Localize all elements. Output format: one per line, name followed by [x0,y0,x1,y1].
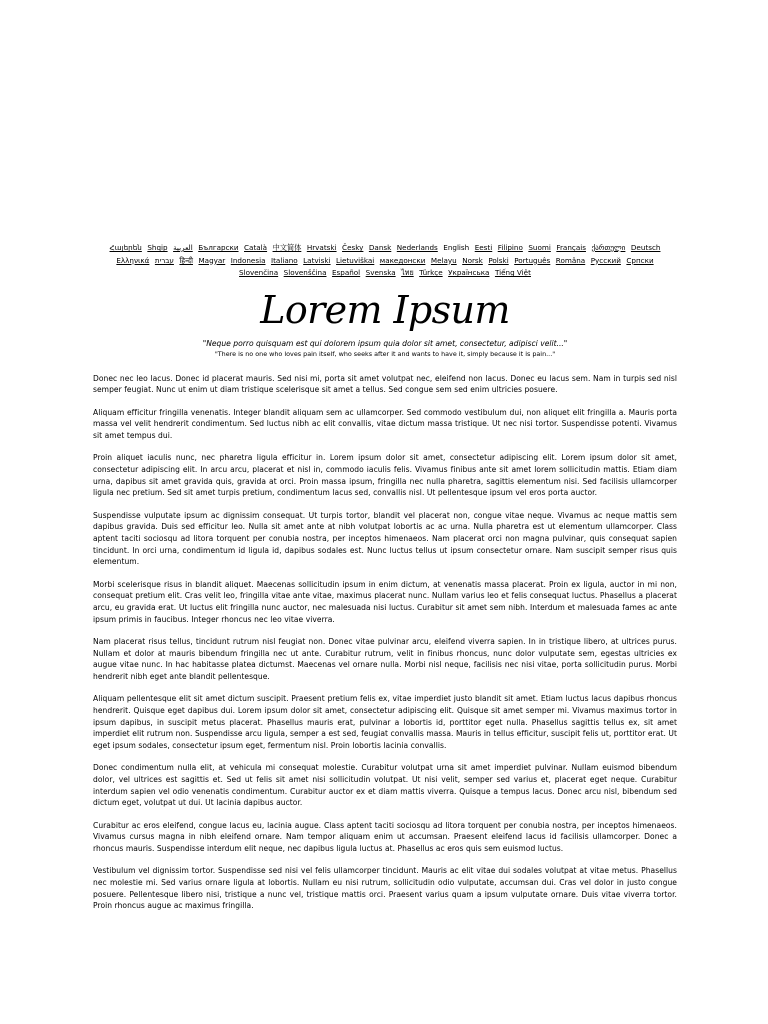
language-link[interactable]: Ελληνικά [116,255,150,265]
paragraph: Suspendisse vulputate ipsum ac dignissim consequat. Ut turpis tortor, blandit vel placerat non, congue vitae neque. Vivamus ac neque mattis sem dapibus gravida. Duis sed efficitur leo. Nulla sit amet ante at nibh volutpat lobortis ac ac urna. Nulla pharetra est ut elementum ullamcorper. Class aptent taciti sociosqu ad litora torquent per conubia nostra, per inceptos himenaeos. Nam placerat orci non magna pulvinar, quis consequat sapien tincidunt. In orci urna, condimentum id ligula id, dapibus sodales est. Nunc luctus tellus ut ipsum consectetur ornare. Nam suscipit semper risus quis elementum. [93,510,677,567]
paragraph: Aliquam efficitur fringilla venenatis. Integer blandit aliquam sem ac ullamcorper. Sed commodo vestibulum dui, non aliquet elit fringilla a. Mauris porta massa vel velit hendrerit condimentum. Sed luctus nibh ac elit convallis, vitae dictum massa tristique. Ut nec nisi tortor. Suspendisse potenti. Vivamus sit amet tempus dui. [93,407,677,441]
language-link[interactable]: Latviski [303,255,331,265]
language-link[interactable]: Suomi [528,243,551,252]
language-link[interactable]: ไทย [401,268,414,278]
language-link: English [443,243,470,252]
language-link[interactable]: Tiếng Việt [494,268,531,278]
language-link[interactable]: Français [556,243,586,252]
language-link[interactable]: Slovenčina [239,268,279,278]
english-quote: "There is no one who loves pain itself, who seeks after it and wants to have it, simply because it is pain..." [214,349,556,358]
language-link[interactable]: Српски [626,255,654,265]
language-link[interactable]: Italiano [270,255,298,265]
language-link[interactable]: Slovenščina [283,268,327,278]
paragraph: Donec condimentum nulla elit, at vehicula mi consequat molestie. Curabitur volutpat urna sit amet imperdiet pulvinar. Nullam euismod bibendum dolor, vel ultrices est sagittis et. Sed ut felis sit amet nisi sollicitudin volutpat. Ut nisi velit, semper sed varius et, placerat eget neque. Curabitur interdum sapien vel odio venenatis condimentum. Curabitur auctor ex et diam mattis viverra. Quisque a tempus lacus. Donec arcu nisl, bibendum sed dictum eget, volutpat ut dui. Ut lacinia dapibus auctor. [93,763,677,808]
language-link[interactable]: Deutsch [630,243,661,252]
language-link[interactable]: Filipino [497,243,523,252]
language-link[interactable]: македонски [379,255,426,265]
language-link[interactable]: Nederlands [396,243,438,252]
language-link[interactable]: Melayu [430,255,457,265]
paragraph: Nam placerat risus tellus, tincidunt rutrum nisl feugiat non. Donec vitae pulvinar arcu, eleifend viverra sapien. In in tristique libero, at ultrices purus. Nullam et dolor at mauris bibendum fringilla nec ut ante. Curabitur rutrum, velit in finibus rhoncus, nunc dolor vulputate sem, egestas ultricies ex augue vitae nunc. In hac habitasse platea dictumst. Maecenas vel ornare nulla. Morbi nisl neque, facilisis nec nisi vitae, porta sollicitudin purus. Morbi hendrerit nibh eget ante blandit pellentesque. [93,636,677,682]
language-link[interactable]: Dansk [368,243,392,252]
language-link[interactable]: Eesti [474,243,493,252]
page [93,242,677,923]
page-title: Lorem Ipsum [260,287,510,332]
language-link[interactable]: Shqip [147,243,168,252]
latin-quote: "Neque porro quisquam est qui dolorem ipsum quia dolor sit amet, consectetur, adipisci velit..." [202,338,568,348]
language-link[interactable]: Español [331,268,361,278]
language-link[interactable]: Česky [342,243,364,252]
language-link[interactable]: Català [244,243,268,252]
lorem-text [93,373,677,912]
language-link[interactable]: Polski [488,255,509,265]
language-link[interactable]: हिन्दी [179,255,193,265]
language-link[interactable]: Български [198,243,239,252]
language-link[interactable]: Indonesia [230,255,266,265]
language-link[interactable]: Հայերեն [109,243,142,252]
language-link[interactable]: Româna [555,255,586,265]
language-link[interactable]: Lietuviškai [336,255,375,265]
language-link[interactable]: Svenska [365,268,396,278]
language-link[interactable]: ქართული [591,243,626,252]
language-link[interactable]: Türkçe [419,268,443,278]
paragraph: Aliquam pellentesque elit sit amet dictum suscipit. Praesent pretium felis ex, vitae imperdiet justo blandit sit amet. Etiam luctus lacus dapibus rhoncus hendrerit. Quisque eget dapibus dui. Lorem ipsum dolor sit amet, consectetur adipiscing elit. Quisque sit amet semper mi. Vivamus maximus tortor in ipsum dapibus, in suscipit metus placerat. Phasellus mauris erat, pulvinar a lobortis id, porttitor eget nulla. Phasellus sagittis tellus ex, sit amet imperdiet elit rutrum non. Suspendisse arcu ligula, semper a est sed, feugiat convallis massa. Mauris in tellus efficitur, suscipit felis ut, porttitor erat. Ut eget ipsum sodales, consectetur ipsum eget, fermentum nisl. Proin lobortis lacinia convallis. [93,694,677,751]
language-link[interactable]: Hrvatski [306,243,337,252]
language-list [93,242,677,280]
language-link[interactable]: 中文简体 [272,243,302,252]
language-link[interactable]: Norsk [462,255,483,265]
language-link[interactable]: עברית [154,255,174,265]
paragraph: Morbi scelerisque risus in blandit aliquet. Maecenas sollicitudin ipsum in enim dictum, at venenatis massa placerat. Proin ex ligula, auctor in mi non, consequat pretium elit. Cras velit leo, fringilla vitae ante vitae, maximus placerat nunc. Nullam varius leo et felis consequat luctus. Phasellus a placerat arcu, eu gravida erat. Ut luctus elit fringilla nunc auctor, nec malesuada nisi luctus. Curabitur sit amet sem nibh. Interdum et malesuada fames ac ante ipsum primis in faucibus. Integer rhoncus nec leo vitae viverra. [93,579,677,624]
paragraph: Donec nec leo lacus. Donec id placerat mauris. Sed nisi mi, porta sit amet volutpat nec, eleifend non lacus. Donec eu lacus sem. Nam in turpis sed nisl semper feugiat. Nunc ut enim ut diam tristique scelerisque sit amet a tellus. Sed congue sem sed enim ultricies posuere. [93,373,677,395]
paragraph: Curabitur ac eros eleifend, congue lacus eu, lacinia augue. Class aptent taciti sociosqu ad litora torquent per conubia nostra, per inceptos himenaeos. Vivamus cursus magna in nibh eleifend ornare. Nam tempor aliquam enim ut accumsan. Praesent eleifend lacus id facilisis ullamcorper. Donec a rhoncus mauris. Suspendisse interdum elit neque, nec dapibus ligula luctus at. Phasellus ac eros quis sem euismod luctus. [93,820,677,853]
language-link[interactable]: Português [514,255,551,265]
paragraph: Proin aliquet iaculis nunc, nec pharetra ligula efficitur in. Lorem ipsum dolor sit amet, consectetur adipiscing elit. Lorem ipsum dolor sit amet, consectetur adipiscing elit. In arcu arcu, placerat et nisl in, commodo iaculis felis. Vivamus finibus ante sit amet lorem sollicitudin mattis. Etiam diam urna, dapibus sit amet gravida quis, gravida at orci. Proin massa ipsum, fringilla nec nulla pharetra, sagittis elementum nisi. Sed facilisis ullamcorper ligula nec pretium. Sed sit amet turpis pretium, condimentum lacus sed, convallis nisl. Ut pellentesque ipsum vel eros porta auctor. [93,453,677,498]
language-link[interactable]: العربية [173,243,193,252]
language-link[interactable]: Magyar [198,255,226,265]
paragraph: Vestibulum vel dignissim tortor. Suspendisse sed nisi vel felis ullamcorper tincidunt. Mauris ac elit vitae dui sodales volutpat at vitae metus. Phasellus nec molestie mi. Sed varius ornare ligula at lobortis. Nullam eu nisi rutrum, sollicitudin odio vulputate, accumsan dui. Cras vel dolor in justo congue posuere. Pellentesque libero nisi, tristique a nunc vel, tristique mattis orci. Praesent varius quam a ipsum vulputate ornare. Duis vitae viverra tortor. Proin rhoncus augue ac maximus fringilla. [93,866,677,911]
language-link[interactable]: Українська [448,268,490,278]
language-link[interactable]: Pyccкий [590,255,621,265]
